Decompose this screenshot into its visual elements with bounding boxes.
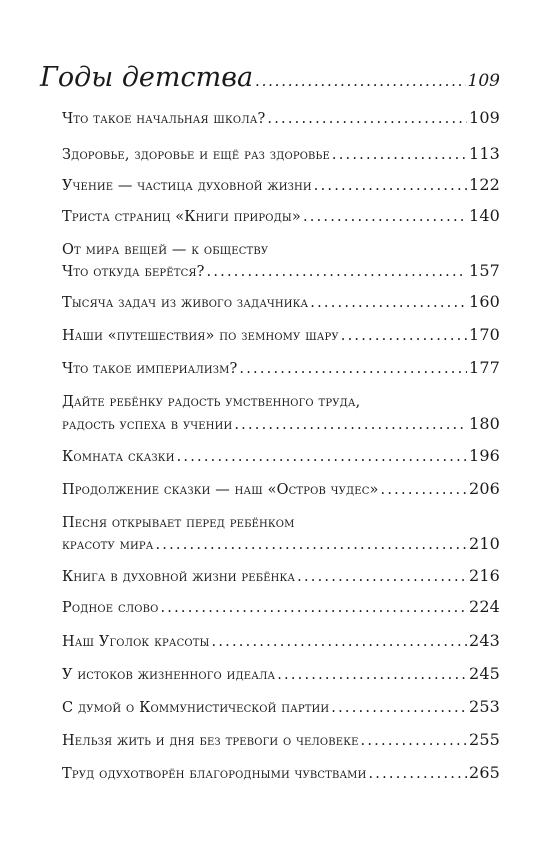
dot-leader [155, 535, 467, 555]
toc-entry [62, 566, 500, 587]
entry-page-number: 180 [469, 414, 500, 433]
toc-entry [62, 597, 500, 618]
toc-entry [62, 534, 500, 555]
toc-entry [62, 414, 500, 435]
dot-leader [234, 415, 467, 435]
toc-entry [62, 325, 500, 346]
entry-title: Продолжение сказки — наш «Остров чудес» [62, 482, 379, 498]
toc-entry [62, 763, 500, 784]
toc-entry [62, 292, 500, 313]
entry-title: С думой о Коммунистической партии [62, 700, 330, 716]
toc-entry [62, 664, 500, 685]
entry-title: Что откуда берётся? [62, 264, 205, 280]
entry-page-number: 216 [469, 566, 500, 585]
entry-title: У истоков жизненного идеала [62, 667, 276, 683]
entry-title-line1: Дайте ребёнку радость умственного труда, [62, 394, 361, 410]
dot-leader [277, 665, 467, 685]
entry-page-number: 177 [469, 358, 500, 377]
toc-entry [62, 446, 500, 467]
entry-title-line1: Песня открывает перед ребёнком [62, 515, 295, 531]
toc-entry [62, 631, 500, 652]
entry-page-number: 196 [469, 446, 500, 465]
entry-page-number: 253 [469, 697, 500, 716]
entry-title: Что такое империализм? [62, 361, 238, 377]
dot-leader [331, 698, 467, 718]
dot-leader [341, 326, 467, 346]
dot-leader [310, 293, 467, 313]
dot-leader [177, 447, 467, 467]
dot-leader [297, 567, 467, 587]
entry-page-number: 157 [469, 261, 500, 280]
entry-page-number: 224 [469, 597, 500, 616]
dot-leader [314, 176, 467, 196]
entry-title: Родное слово [62, 600, 159, 616]
entry-page-number: 109 [469, 108, 500, 127]
entry-title: Комната сказки [62, 449, 175, 465]
entry-title: Нельзя жить и дня без тревоги о человеке [62, 733, 359, 749]
entry-page-number: 122 [469, 175, 500, 194]
toc-entry [62, 261, 500, 282]
dot-leader [303, 207, 467, 227]
entry-page-number: 206 [469, 479, 500, 498]
toc-entry [62, 144, 500, 165]
section-page-number: 109 [467, 71, 500, 91]
dot-leader [160, 598, 467, 618]
entry-page-number: 255 [469, 730, 500, 749]
toc-entry [62, 358, 500, 379]
toc-entry [62, 730, 500, 751]
entry-page-number: 113 [469, 144, 500, 163]
toc-entry [62, 206, 500, 227]
dot-leader [239, 359, 467, 379]
dot-leader [332, 145, 467, 165]
entry-title: Учение — частица духовной жизни [62, 178, 312, 194]
entry-title-line1: От мира вещей — к обществу [62, 242, 269, 258]
toc-section-heading [40, 62, 500, 97]
dot-leader [368, 764, 467, 784]
toc-entry [62, 479, 500, 500]
entry-title: Тысяча задач из живого задачника [62, 295, 309, 311]
entry-title: Что такое начальная школа? [62, 111, 266, 127]
entry-title: Наши «путешествия» по земному шару [62, 328, 339, 344]
dot-leader [212, 632, 467, 652]
dot-leader [255, 62, 466, 97]
entry-title: радость успеха в учении [62, 417, 233, 433]
entry-title: Наш Уголок красоты [62, 634, 210, 650]
dot-leader [207, 262, 467, 282]
entry-page-number: 243 [469, 631, 500, 650]
entry-page-number: 160 [469, 292, 500, 311]
entry-page-number: 170 [469, 325, 500, 344]
toc-entry [62, 175, 500, 196]
entry-page-number: 140 [469, 206, 500, 225]
section-title: Годы детства [40, 62, 254, 93]
toc-entry [62, 108, 500, 129]
entry-page-number: 245 [469, 664, 500, 683]
dot-leader [381, 480, 467, 500]
dot-leader [361, 731, 467, 751]
entry-page-number: 210 [469, 534, 500, 553]
entry-title: Книга в духовной жизни ребёнка [62, 569, 296, 585]
entry-title: Здоровье, здоровье и ещё раз здоровье [62, 147, 330, 163]
dot-leader [267, 109, 467, 129]
entry-title: Триста страниц «Книги природы» [62, 209, 301, 225]
entry-title: Труд одухотворён благородными чувствами [62, 766, 367, 782]
entry-page-number: 265 [469, 763, 500, 782]
toc-entry [62, 697, 500, 718]
entry-title: красоту мира [62, 537, 154, 553]
